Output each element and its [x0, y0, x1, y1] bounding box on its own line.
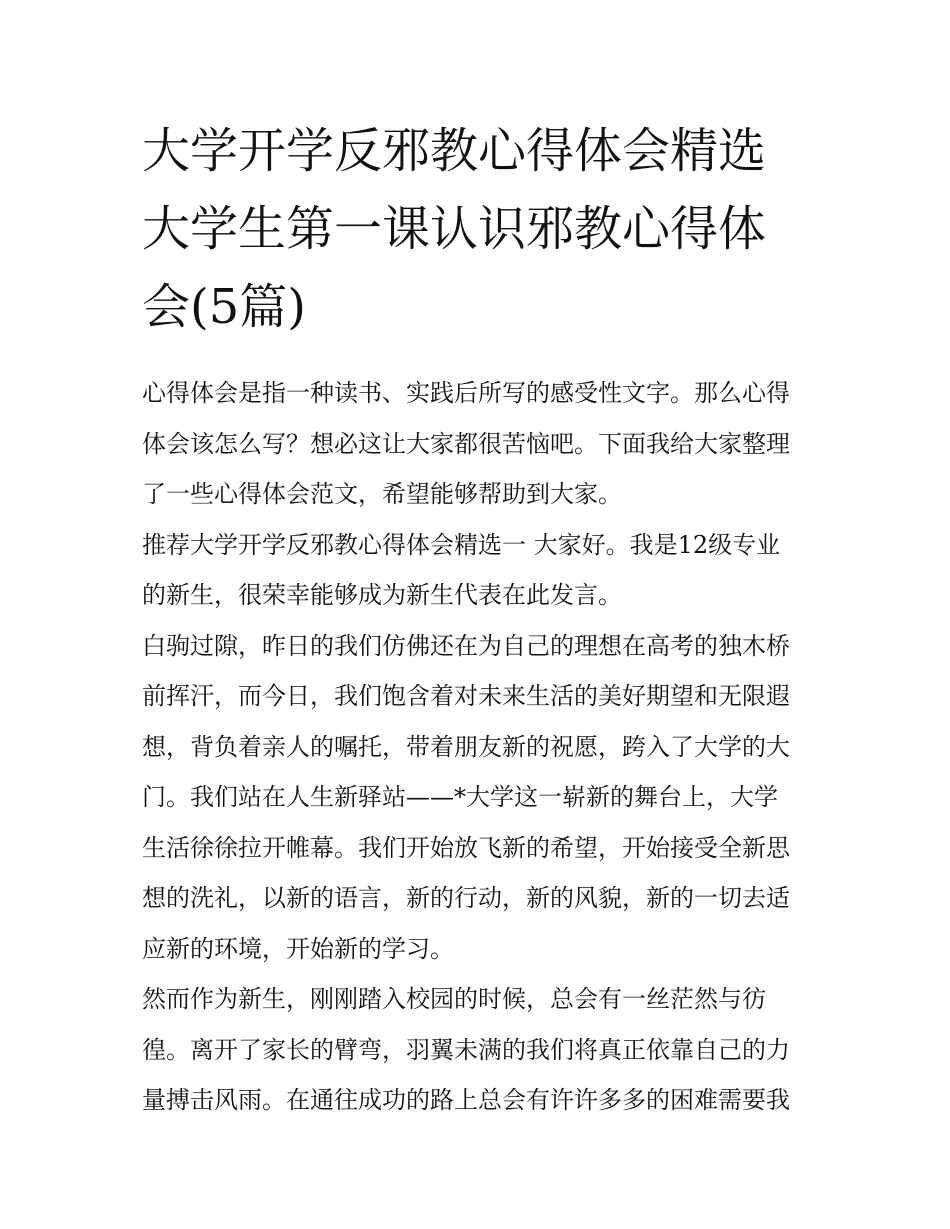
text-line: 心得体会是指一种读书、实践后所写的感受性文字。那么心得	[142, 379, 790, 407]
document-title	[142, 112, 814, 346]
text-line: 然而作为新生，刚刚踏入校园的时候，总会有一丝茫然与彷	[142, 985, 766, 1013]
text-line: 生活徐徐拉开帷幕。我们开始放飞新的希望，开始接受全新思	[142, 833, 790, 862]
text-line: 白驹过隙，昨日的我们仿佛还在为自己的理想在高考的独木桥	[142, 631, 790, 660]
text-line: 的新生，很荣幸能够成为新生代表在此发言。	[142, 581, 622, 609]
text-line: 想的洗礼，以新的语言，新的行动，新的风貌，新的一切去适	[142, 884, 790, 912]
text-line: 前挥汗，而今日，我们饱含着对未来生活的美好期望和无限遐	[142, 682, 790, 710]
text-line: 量搏击风雨。在通往成功的路上总会有许许多多的困难需要我	[142, 1086, 790, 1114]
text-line: 推荐大学开学反邪教心得体会精选一 大家好。我是12级专业	[142, 530, 781, 559]
text-line: 徨。离开了家长的臂弯，羽翼未满的我们将真正依靠自己的力	[142, 1035, 790, 1064]
paragraph-recommend	[142, 520, 814, 621]
document-body	[142, 368, 814, 1126]
text-line: 想，背负着亲人的嘱托，带着朋友新的祝愿，跨入了大学的大	[142, 732, 790, 761]
document-page	[142, 112, 814, 1126]
text-line: 门。我们站在人生新驿站——*大学这一崭新的舞台上，大学	[142, 783, 778, 811]
title-line: 大学开学反邪教心得体会精选	[142, 123, 767, 179]
paragraph-newcomer	[142, 974, 814, 1126]
paragraph-intro	[142, 368, 814, 520]
title-line: 大学生第一课认识邪教心得体	[142, 201, 767, 257]
text-line: 应新的环境，开始新的学习。	[142, 934, 454, 963]
title-line: 会(5篇)	[142, 279, 306, 335]
text-line: 体会该怎么写？想必这让大家都很苦恼吧。下面我给大家整理	[142, 429, 790, 458]
text-line: 了一些心得体会范文，希望能够帮助到大家。	[142, 480, 622, 508]
paragraph-memory	[142, 621, 814, 975]
